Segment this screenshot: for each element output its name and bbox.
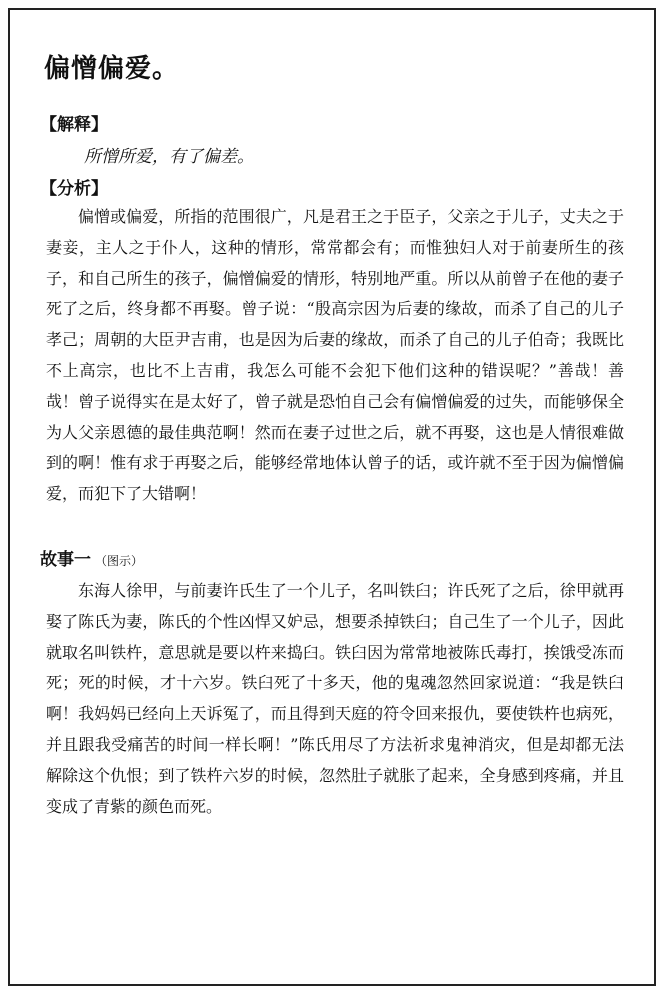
book-page: [8, 8, 656, 986]
story-heading: [40, 545, 143, 570]
story-heading-note: （图示）: [95, 554, 144, 568]
story-text: 东海人徐甲，与前妻许氏生了一个儿子，名叫铁臼；许氏死了之后，徐甲就再娶了陈氏为妻，陈氏的个性凶悍又妒忌，想要杀掉铁臼；自己生了一个儿子，因此就取名叫铁杵，意思就是要以杵来捣臼。铁臼因为常常地被陈氏毒打，挨饿受冻而死；死的时候，才十六岁。铁臼死了十多天，他的鬼魂忽然回家说道：“我是铁臼啊！我妈妈已经向上天诉冤了，而且得到天庭的符令回来报仇，要使铁杵也病死，并且跟我受痛苦的时间一样长啊！”陈氏用尽了方法祈求鬼神消灾，但是却都无法解除这个仇恨；到了铁杵六岁的时候，忽然肚子就胀了起来，全身感到疼痛，并且变成了青紫的颜色而死。: [46, 581, 624, 816]
story-heading-label: 故事一: [40, 550, 91, 570]
explanation-heading: 【解释】: [40, 115, 108, 135]
analysis-text: 偏憎或偏爱，所指的范围很广，凡是君王之于臣子，父亲之于儿子，丈夫之于妻妾，主人之于仆人，这种的情形，常常都会有；而惟独妇人对于前妻所生的孩子，和自己所生的孩子，偏憎偏爱的情形，特别地严重。所以从前曾子在他的妻子死了之后，终身都不再娶。曾子说：“殷高宗因为后妻的缘故，而杀了自己的儿子孝己；周朝的大臣尹吉甫，也是因为后妻的缘故，而杀了自己的儿子伯奇；我既比不上高宗，也比不上吉甫，我怎么可能不会犯下他们这种的错误呢？”善哉！善哉！曾子说得实在是太好了，曾子就是恐怕自己会有偏憎偏爱的过失，而能够保全为人父亲恩德的最佳典范啊！然而在妻子过世之后，就不再娶，这也是人情很难做到的啊！惟有求于再娶之后，能够经常地体认曾子的话，或许就不至于因为偏憎偏爱，而犯下了大错啊！: [46, 207, 624, 504]
analysis-heading: 【分析】: [40, 179, 108, 199]
page-title: 偏憎偏爱。: [44, 54, 180, 84]
explanation-text: 所憎所爱，有了偏差。: [84, 147, 254, 167]
